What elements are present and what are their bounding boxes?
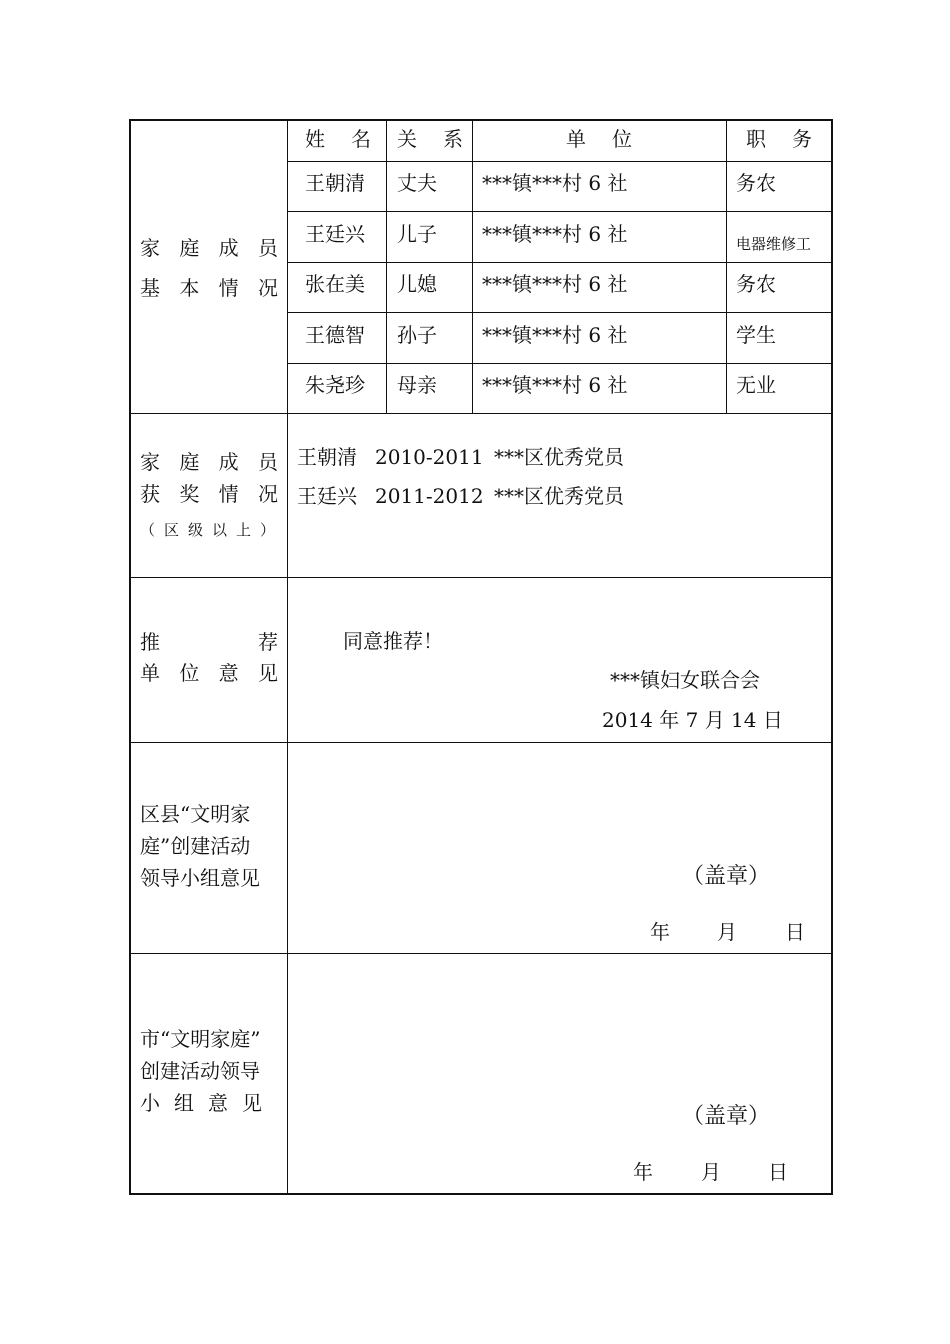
awards-label-line3: （ 区 级 以 上 ） xyxy=(140,521,276,539)
member-unit: ***镇***村 6 社 xyxy=(482,222,628,246)
section-divider xyxy=(130,953,832,954)
row-line xyxy=(287,211,832,212)
member-position: 无业 xyxy=(736,373,776,397)
city-date-day: 日 xyxy=(768,1160,788,1184)
city-label-line2: 创建活动领导 xyxy=(140,1059,260,1083)
col-divider-name xyxy=(386,120,387,414)
county-date-month: 月 xyxy=(717,920,737,944)
award-title: ***区优秀党员 xyxy=(494,445,624,469)
award-period: 2010-2011 xyxy=(375,445,484,469)
member-position: 学生 xyxy=(736,323,776,347)
city-date-month: 月 xyxy=(701,1160,721,1184)
recommend-date: 2014 年 7 月 14 日 xyxy=(602,708,783,732)
members-label-line1: 家 庭 成 员 xyxy=(140,236,278,260)
county-seal: （盖章） xyxy=(682,864,771,889)
member-unit: ***镇***村 6 社 xyxy=(482,373,628,397)
label-column-divider xyxy=(287,120,288,1194)
members-label-line2: 基 本 情 况 xyxy=(140,276,278,300)
county-date-day: 日 xyxy=(785,920,805,944)
member-unit: ***镇***村 6 社 xyxy=(482,272,628,296)
row-line xyxy=(287,363,832,364)
member-name: 王朝清 xyxy=(305,171,365,195)
section-divider xyxy=(130,742,832,743)
header-position: 职 务 xyxy=(746,127,812,151)
county-label-line3: 领导小组意见 xyxy=(140,866,260,890)
col-divider-unit xyxy=(726,120,727,414)
member-name: 王德智 xyxy=(305,323,365,347)
awards-label-line1: 家 庭 成 员 xyxy=(140,450,278,474)
section-divider xyxy=(130,413,832,414)
award-period: 2011-2012 xyxy=(375,484,484,508)
member-relation: 丈夫 xyxy=(397,171,437,195)
city-date-year: 年 xyxy=(633,1160,653,1184)
member-relation: 母亲 xyxy=(397,373,437,397)
member-position: 务农 xyxy=(736,171,776,195)
city-label-line1: 市“文明家庭” xyxy=(140,1027,261,1051)
award-title: ***区优秀党员 xyxy=(494,484,624,508)
county-label-line1: 区县“文明家 xyxy=(140,802,251,826)
recommend-opinion: 同意推荐！ xyxy=(343,629,443,653)
header-name: 姓 名 xyxy=(305,127,371,151)
recommend-label-line1: 推 荐 xyxy=(140,630,278,654)
header-relation: 关 系 xyxy=(397,127,463,151)
row-line xyxy=(287,161,832,162)
member-relation: 孙子 xyxy=(397,323,437,347)
county-label-line2: 庭”创建活动 xyxy=(140,834,251,858)
award-name: 王朝清 xyxy=(297,445,357,469)
county-date-year: 年 xyxy=(650,920,670,944)
award-name: 王廷兴 xyxy=(297,484,357,508)
city-label-line3: 小 组 意 见 xyxy=(140,1091,262,1115)
recommend-label-line2: 单 位 意 见 xyxy=(140,661,278,685)
member-position: 电器维修工 xyxy=(736,235,812,253)
awards-label-line2: 获 奖 情 况 xyxy=(140,482,278,506)
header-unit: 单 位 xyxy=(566,127,632,151)
member-name: 张在美 xyxy=(305,272,365,296)
member-name: 朱尧珍 xyxy=(305,373,365,397)
member-position: 务农 xyxy=(736,272,776,296)
member-unit: ***镇***村 6 社 xyxy=(482,323,628,347)
row-line xyxy=(287,262,832,263)
recommend-org: ***镇妇女联合会 xyxy=(610,668,760,692)
row-line xyxy=(287,312,832,313)
section-divider xyxy=(130,577,832,578)
member-relation: 儿子 xyxy=(397,222,437,246)
member-name: 王廷兴 xyxy=(305,222,365,246)
member-unit: ***镇***村 6 社 xyxy=(482,171,628,195)
col-divider-relation xyxy=(472,120,473,414)
member-relation: 儿媳 xyxy=(397,272,437,296)
city-seal: （盖章） xyxy=(682,1104,771,1129)
